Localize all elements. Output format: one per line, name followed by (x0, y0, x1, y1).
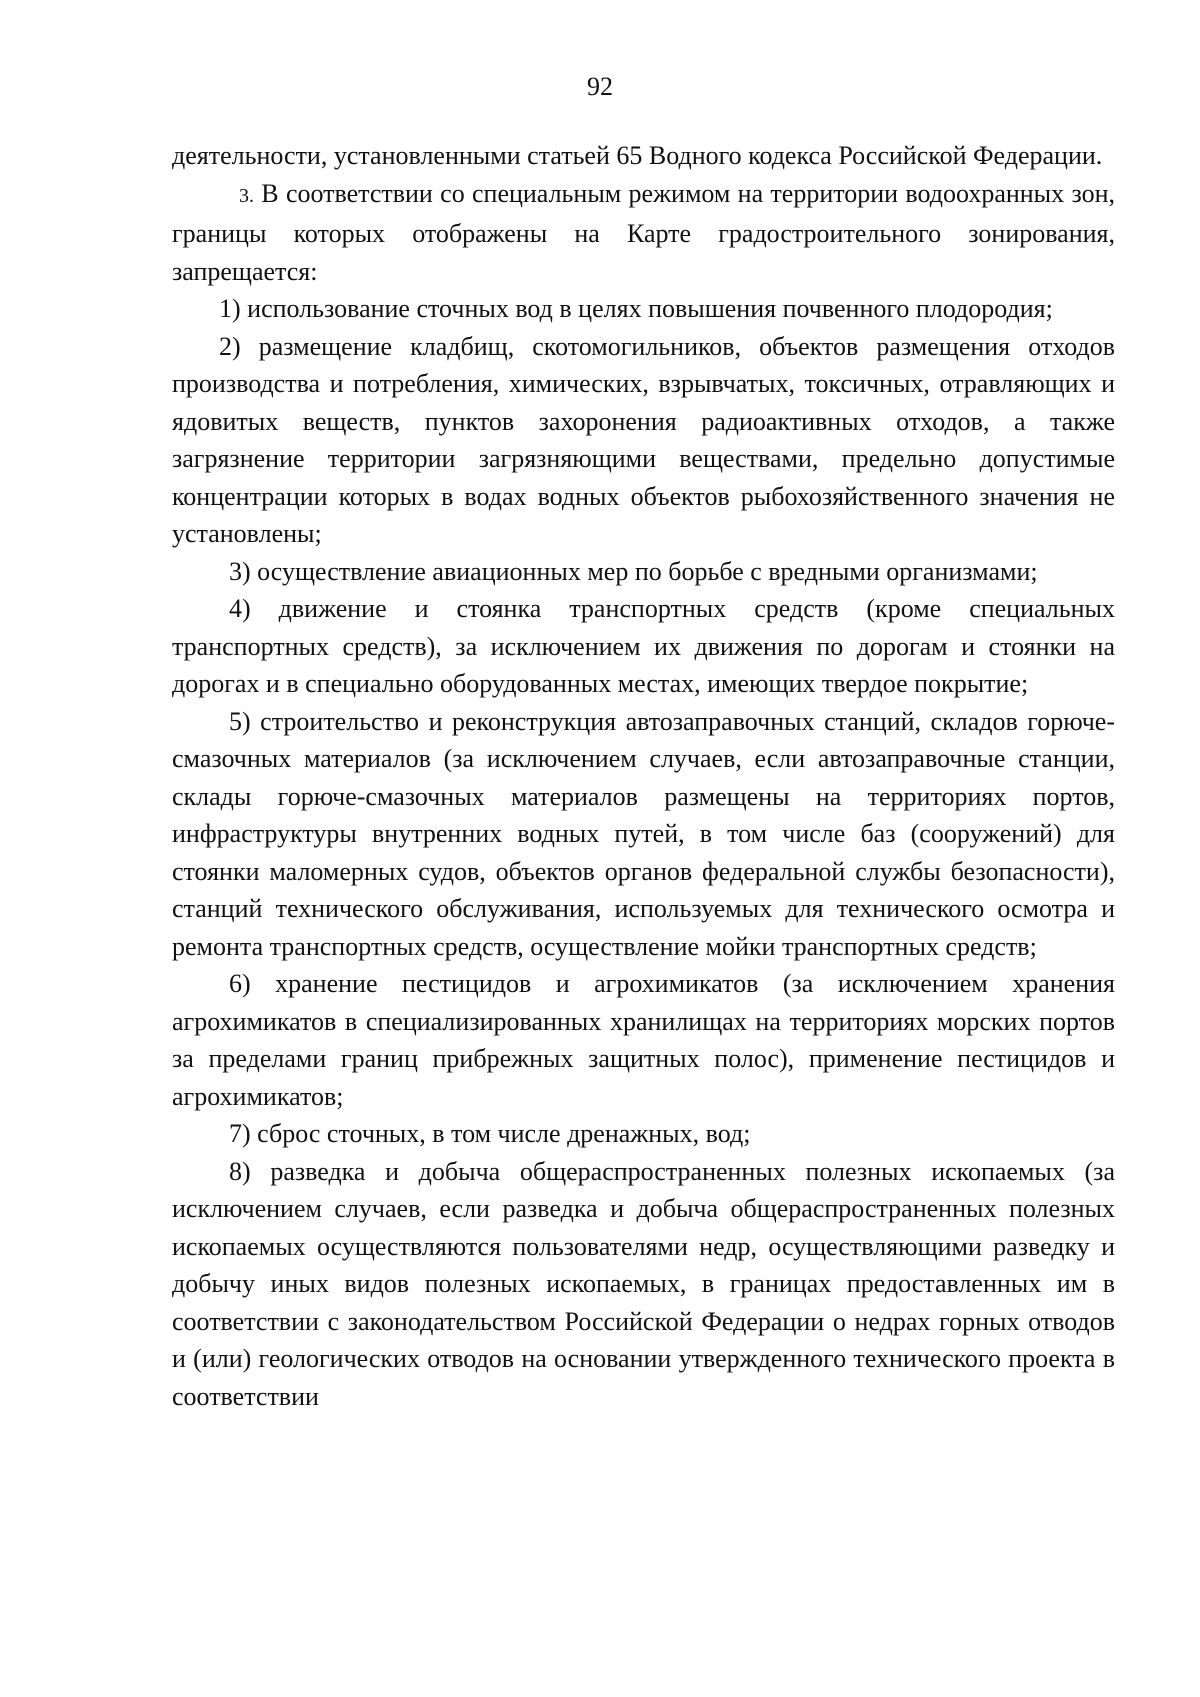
list-item-4: 4) движение и стоянка транспортных средств (кроме специальных транспортных средств), за исключением их движения по дорогам и стоянки на дорогах и в специально оборудованных местах, имеющих твердое покрытие; (172, 594, 1115, 698)
list-item-2: 2) размещение кладбищ, скотомогильников, объектов размещения отходов производства и потребления, химических, взрывчатых, токсичных, отравляющих и ядовитых веществ, пунктов захоронения радиоактивных отходов, а также загрязнение территории загрязняющими веществами, предельно допустимые концентрации которых в водах водных объектов рыбохозяйственного значения не установлены; (172, 331, 1115, 548)
list-item-3: 3) осуществление авиационных мер по борьбе с вредными организмами; (229, 556, 1038, 586)
list-item-6: 6) хранение пестицидов и агрохимикатов (за исключением хранения агрохимикатов в специализированных хранилищах на территориях морских портов за пределами границ прибрежных защитных полос), применение пестицидов и агрохимикатов; (172, 969, 1115, 1111)
paragraph-3-number: 3. (239, 184, 254, 207)
paragraph-3 (172, 175, 1115, 291)
paragraph-3-text: В соответствии со специальным режимом на территории водоохранных зон, границы которых отображены на Карте градостроительного зонирования, запрещается: (172, 178, 1115, 286)
document-body (172, 137, 1115, 1415)
list-item-5: 5) строительство и реконструкция автозаправочных станций, складов горюче-смазочных материалов (за исключением случаев, если автозаправочные станции, склады горюче-смазочных материалов размещены на территориях портов, инфраструктуры внутренних водных путей, в том числе баз (сооружений) для стоянки маломерных судов, объектов органов федеральной службы безопасности), станций технического обслуживания, используемых для технического осмотра и ремонта транспортных средств, осуществление мойки транспортных средств; (172, 706, 1115, 961)
paragraph-continuation: деятельности, установленными статьей 65 Водного кодекса Российской Федерации. (172, 141, 1103, 170)
list-item-7: 7) сброс сточных, в том числе дренажных, вод; (229, 1119, 751, 1148)
page-number: 92 (587, 72, 613, 101)
list-item-1: 1) использование сточных вод в целях повышения почвенного плодородия; (219, 294, 1053, 323)
list-item-8: 8) разведка и добыча общераспространенных полезных ископаемых (за исключением случаев, если разведка и добыча общераспространенных полезных ископаемых осуществляются пользователями недр, осуществляющими разведку и добычу иных видов полезных ископаемых, в границах предоставленных им в соответствии с законодательством Российской Федерации о недрах горных отводов и (или) геологических отводов на основании утвержденного технического проекта в соответствии (172, 1156, 1115, 1411)
